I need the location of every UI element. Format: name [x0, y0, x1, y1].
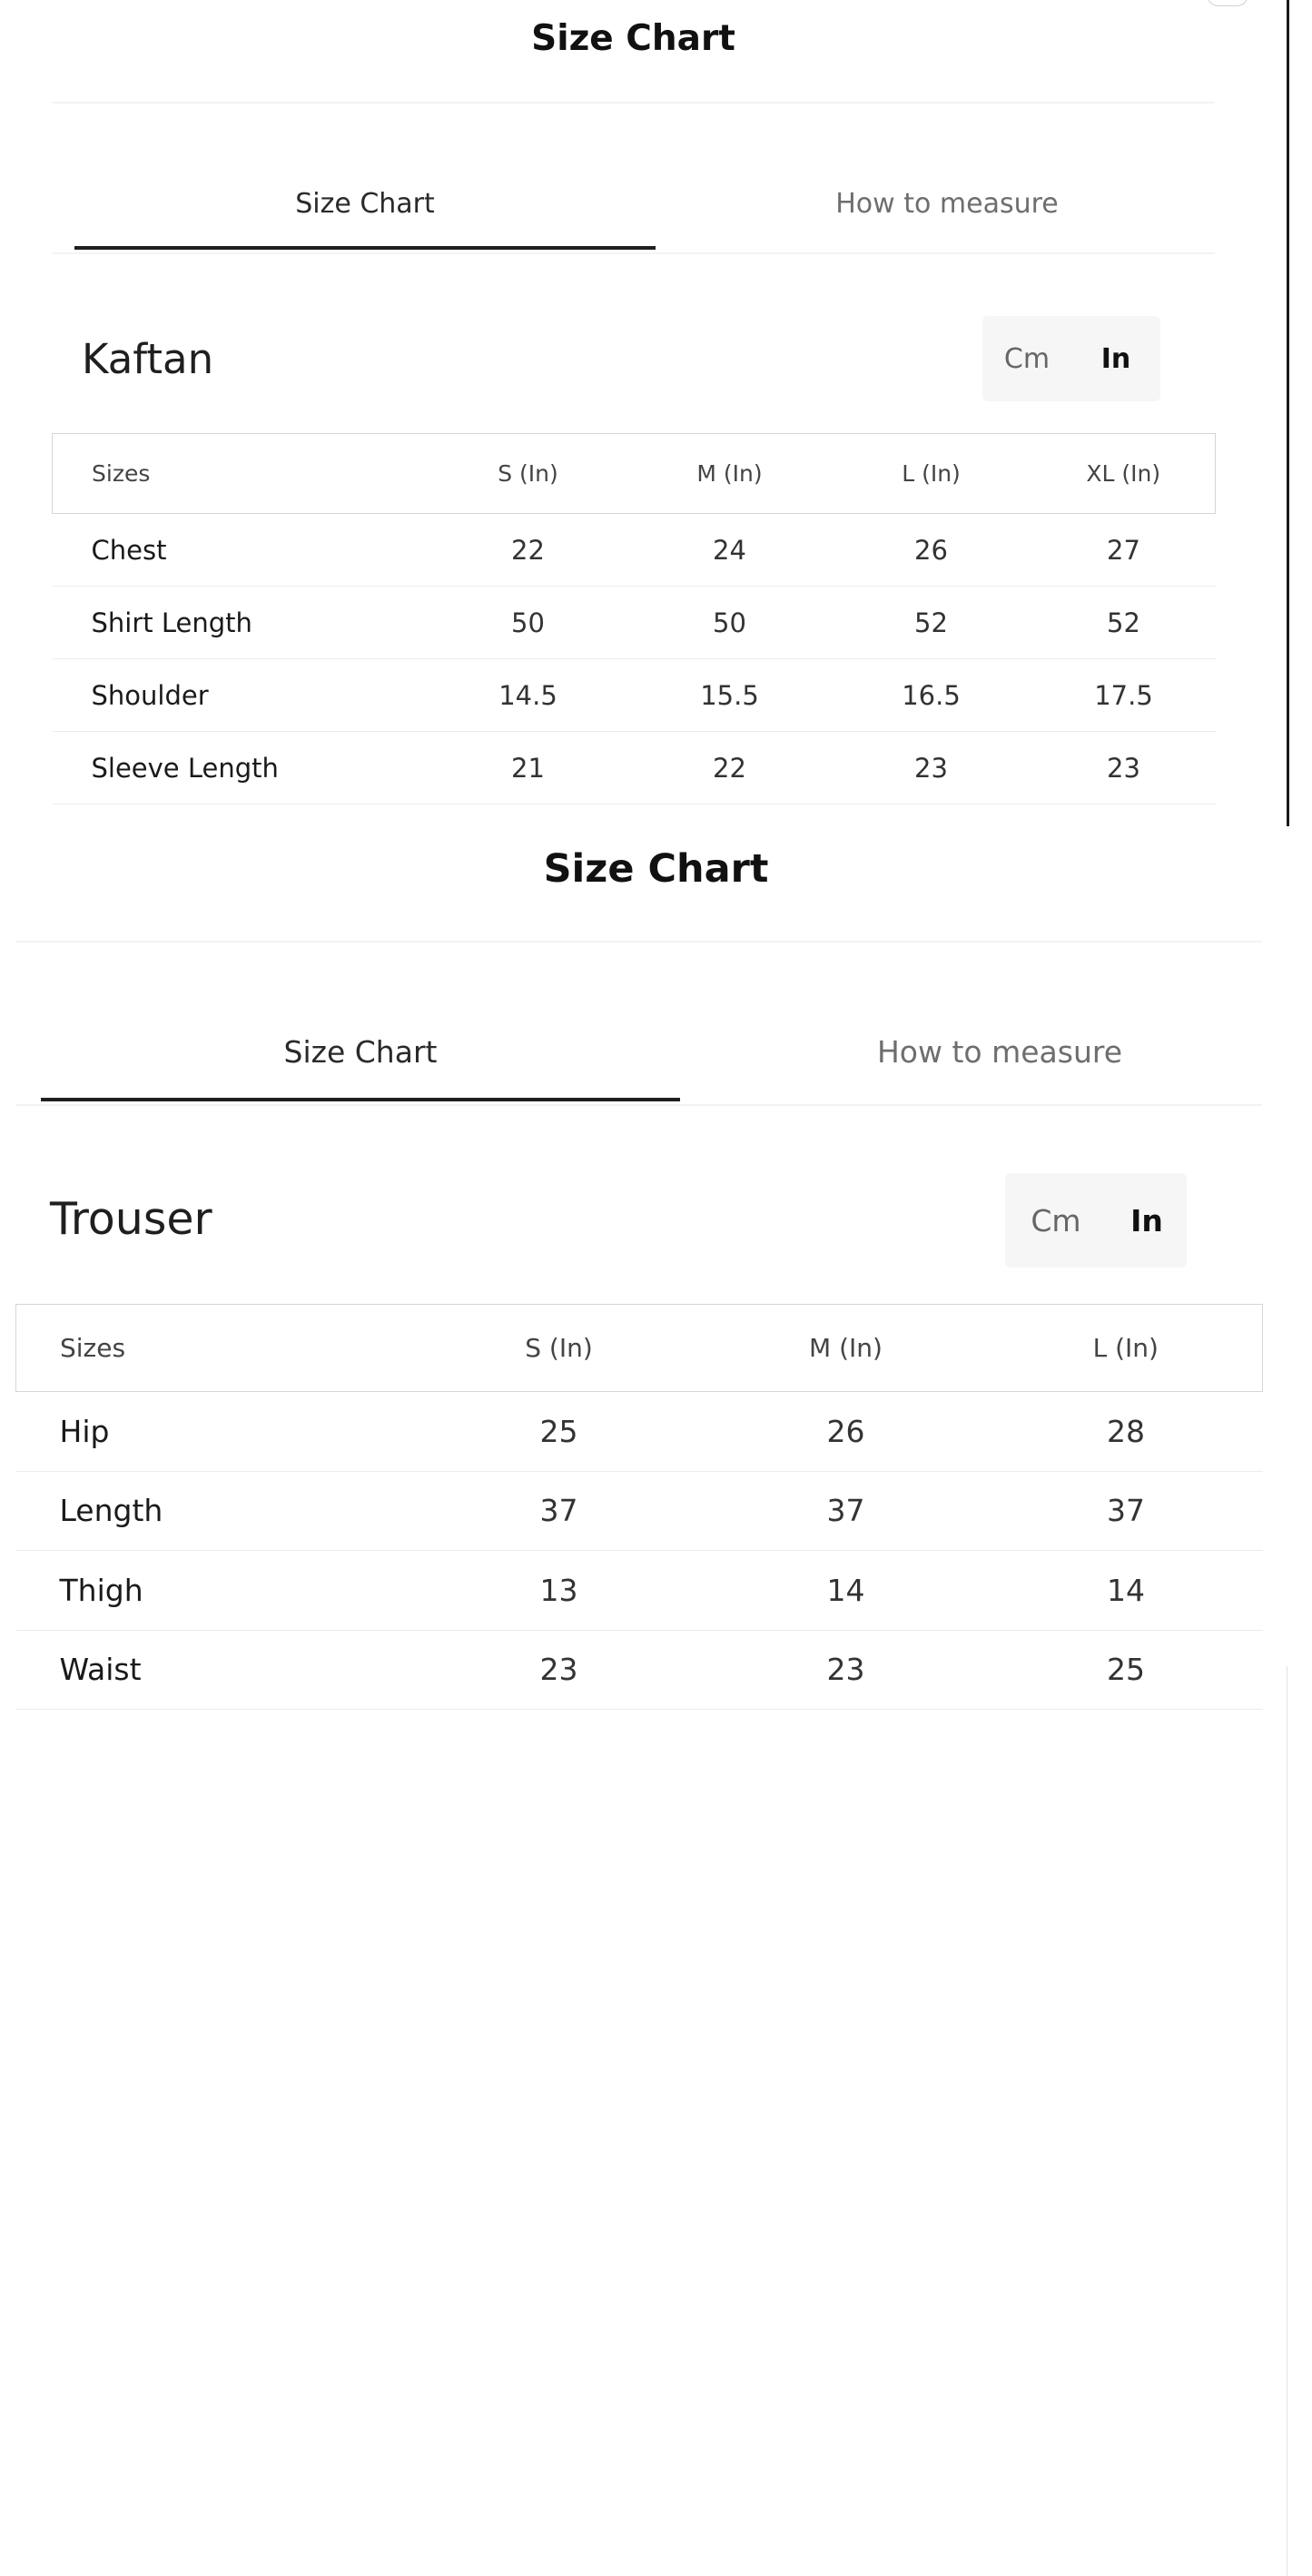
- table-cell: 22: [713, 752, 746, 784]
- modal-title: Size Chart: [543, 846, 769, 892]
- table-header-cell: M (In): [809, 1333, 883, 1363]
- active-tab-indicator: [74, 246, 656, 250]
- table-cell: 21: [511, 752, 545, 784]
- table-cell: 23: [1107, 752, 1140, 784]
- row-label: Thigh: [59, 1572, 143, 1608]
- table-cell: 50: [713, 607, 746, 638]
- unit-option-in[interactable]: In: [1130, 1202, 1163, 1239]
- unit-option-cm[interactable]: Cm: [1031, 1202, 1081, 1239]
- table-cell: 37: [539, 1493, 578, 1529]
- table-header-row: [53, 434, 1216, 514]
- close-icon[interactable]: [1207, 0, 1248, 6]
- title-divider: [15, 941, 1262, 943]
- table-header-cell: L (In): [902, 460, 961, 487]
- tab-size-chart[interactable]: Size Chart: [283, 1034, 438, 1070]
- table-cell: 52: [1107, 607, 1140, 638]
- table-cell: 23: [826, 1652, 865, 1688]
- table-cell: 16.5: [902, 679, 961, 711]
- tab-how-to-measure[interactable]: How to measure: [835, 188, 1059, 220]
- table-cell: 37: [826, 1493, 865, 1529]
- row-label: Length: [59, 1493, 163, 1529]
- table-cell: 25: [1107, 1652, 1145, 1688]
- table-cell: 24: [713, 534, 746, 566]
- table-cell: 14: [826, 1572, 865, 1608]
- kaftan-size-chart-modal: [0, 0, 1312, 826]
- table-row: [53, 659, 1216, 732]
- table-row: [53, 732, 1216, 804]
- size-table-kaftan: [52, 433, 1216, 804]
- table-cell: 27: [1107, 534, 1140, 566]
- table-cell: 26: [826, 1413, 865, 1449]
- modal-title: Size Chart: [531, 18, 735, 59]
- active-tab-indicator: [41, 1098, 680, 1101]
- table-row: [53, 514, 1216, 587]
- table-header-cell: S (In): [525, 1333, 593, 1363]
- unit-option-in[interactable]: In: [1100, 342, 1131, 375]
- title-divider: [52, 102, 1215, 104]
- size-table-trouser: [15, 1304, 1263, 1710]
- modal-edge: [1287, 0, 1289, 840]
- table-header-cell: L (In): [1092, 1333, 1159, 1363]
- unit-option-cm[interactable]: Cm: [1003, 342, 1051, 375]
- section-title-trouser: Trouser: [50, 1193, 212, 1245]
- table-cell: 50: [511, 607, 545, 638]
- tab-size-chart[interactable]: Size Chart: [295, 188, 435, 220]
- table-cell: 22: [511, 534, 545, 566]
- table-cell: 23: [539, 1652, 578, 1688]
- table-cell: 28: [1107, 1413, 1145, 1449]
- table-cell: 25: [539, 1413, 578, 1449]
- table-cell: 52: [914, 607, 948, 638]
- row-label: Shirt Length: [91, 607, 252, 638]
- table-header-cell: XL (In): [1086, 460, 1161, 487]
- row-label: Chest: [91, 534, 167, 566]
- table-header-cell: M (In): [696, 460, 763, 487]
- table-row: [16, 1551, 1263, 1631]
- table-cell: 14: [1107, 1572, 1145, 1608]
- table-cell: 26: [914, 534, 948, 566]
- tab-divider: [52, 252, 1215, 254]
- table-cell: 17.5: [1094, 679, 1153, 711]
- table-cell: 15.5: [700, 679, 759, 711]
- table-row: [53, 587, 1216, 659]
- row-label: Sleeve Length: [91, 752, 279, 784]
- table-header-row: [16, 1305, 1263, 1392]
- tab-how-to-measure[interactable]: How to measure: [876, 1034, 1123, 1070]
- tab-divider: [15, 1104, 1262, 1106]
- table-row: [16, 1471, 1263, 1551]
- table-cell: 37: [1107, 1493, 1145, 1529]
- row-label: Shoulder: [91, 679, 209, 711]
- table-row: [16, 1392, 1263, 1472]
- table-header-cell: S (In): [498, 460, 558, 487]
- table-cell: 23: [914, 752, 948, 784]
- table-cell: 14.5: [498, 679, 557, 711]
- section-title-kaftan: Kaftan: [82, 335, 214, 383]
- row-label: Waist: [59, 1652, 142, 1688]
- table-header-cell: Sizes: [92, 460, 151, 487]
- row-label: Hip: [59, 1413, 110, 1449]
- unit-toggle: [982, 316, 1160, 401]
- table-header-cell: Sizes: [60, 1333, 126, 1363]
- table-cell: 13: [539, 1572, 578, 1608]
- table-row: [16, 1630, 1263, 1710]
- unit-toggle: [1005, 1173, 1187, 1268]
